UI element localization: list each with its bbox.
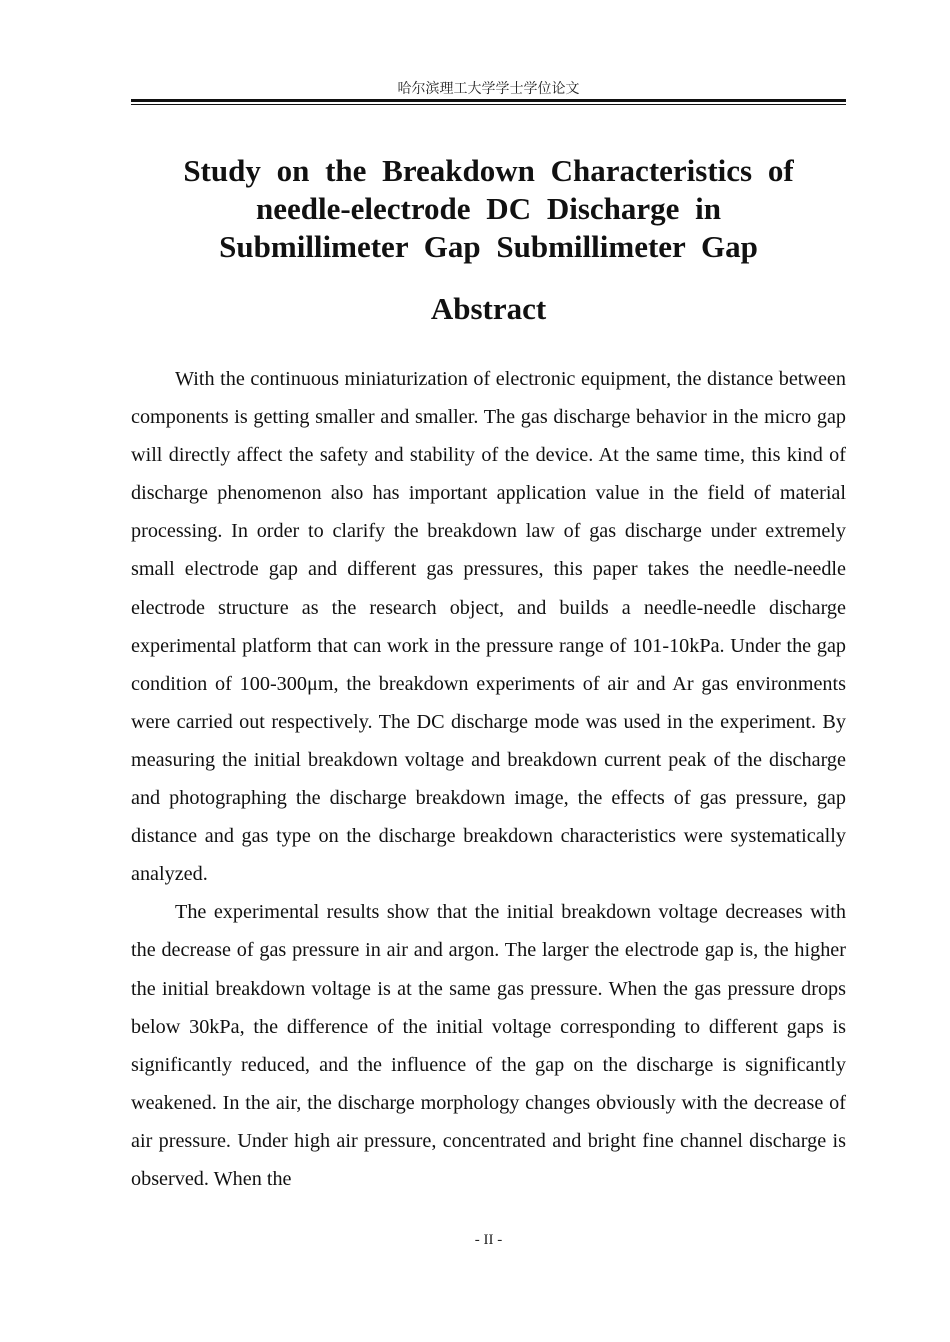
header-rule-thick: [131, 99, 846, 102]
abstract-paragraph-1: With the continuous miniaturization of electronic equipment, the distance between components is getting smaller and smaller. The gas discharge behavior in the micro gap will directly affect the safety and stability of the device. At the same time, this kind of discharge phenomenon also has important application value in the field of material processing. In order to clarify the breakdown law of gas discharge under extremely small electrode gap and different gas pressures, this paper takes the needle-needle electrode structure as the research object, and builds a needle-needle discharge experimental platform that can work in the pressure range of 101-10kPa. Under the gap condition of 100-300μm, the breakdown experiments of air and Ar gas environments were carried out respectively. The DC discharge mode was used in the experiment. By measuring the initial breakdown voltage and breakdown current peak of the discharge and photographing the discharge breakdown image, the effects of gas pressure, gap distance and gas type on the discharge breakdown characteristics were systematically analyzed.: [131, 368, 846, 886]
title-line-2: needle-electrode DC Discharge in: [255, 191, 722, 226]
title-line-3: Submillimeter Gap Submillimeter Gap: [219, 229, 758, 264]
paper-title: [131, 152, 846, 266]
page-number: - II -: [474, 1232, 503, 1248]
header-rule-thin: [131, 104, 846, 105]
running-header: 哈尔滨理工大学学士学位论文: [397, 81, 580, 97]
abstract-paragraph-2: The experimental results show that the initial breakdown voltage decreases with the decrease of gas pressure in air and argon. The larger the electrode gap is, the higher the initial breakdown voltage is at the same gas pressure. When the gas pressure drops below 30kPa, the difference of the initial voltage corresponding to different gaps is significantly reduced, and the influence of the gap on the discharge is significantly weakened. In the air, the discharge morphology changes obviously with the decrease of air pressure. Under high air pressure, concentrated and bright fine channel discharge is observed. When the: [131, 901, 846, 1190]
abstract-body: [131, 360, 846, 1198]
abstract-heading: Abstract: [430, 291, 547, 326]
title-line-1: Study on the Breakdown Characteristics of: [183, 153, 794, 188]
